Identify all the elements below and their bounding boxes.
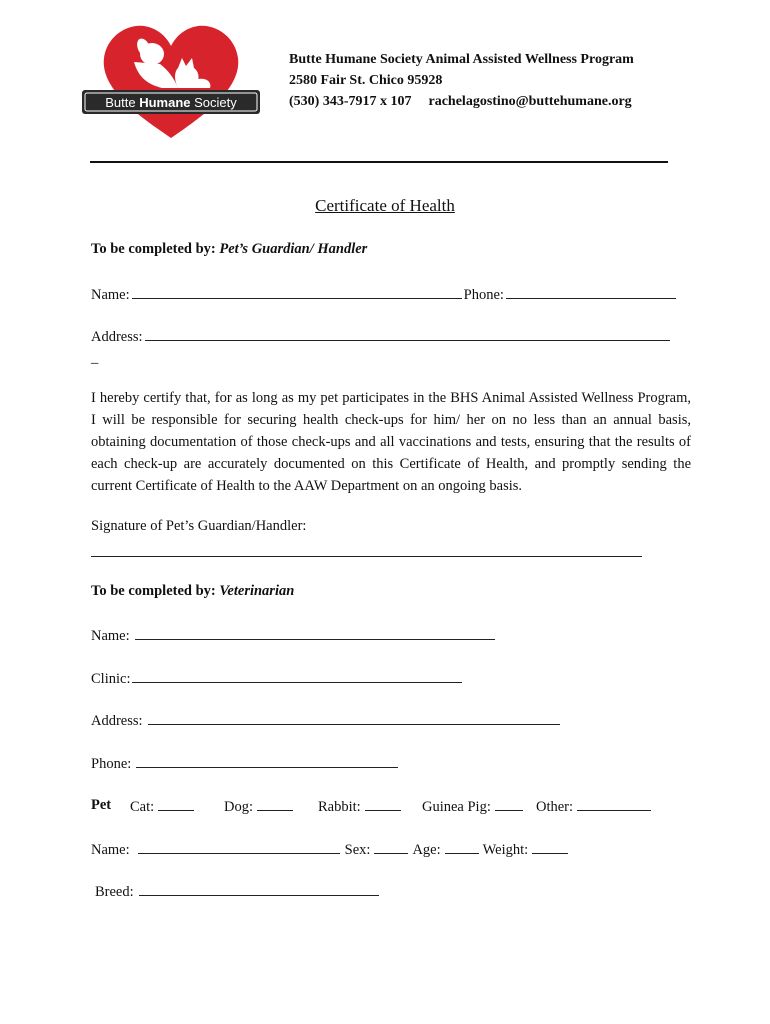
guardian-address-label: Address:	[91, 329, 143, 345]
pet-other-option: Other:	[536, 797, 653, 816]
pet-details-row	[91, 840, 570, 859]
pet-weight-field[interactable]	[532, 840, 568, 854]
vet-address-field[interactable]	[148, 711, 560, 725]
pet-dog-option: Dog:	[224, 797, 295, 816]
guardian-name-row	[91, 285, 678, 304]
pet-age-label: Age:	[412, 842, 441, 858]
vet-phone-label: Phone:	[91, 756, 132, 772]
program-header	[289, 49, 634, 112]
program-contact	[289, 91, 634, 112]
program-name: Butte Humane Society Animal Assisted Wellness Program	[289, 52, 634, 67]
guardian-name-label: Name:	[91, 287, 130, 303]
guardian-section-heading: To be completed by: Pet’s Guardian/ Handler	[91, 241, 368, 257]
guardian-signature-label: Signature of Pet’s Guardian/Handler:	[91, 518, 307, 534]
pet-cat-option: Cat:	[130, 797, 196, 816]
program-phone: (530) 343-7917 x 107	[289, 94, 412, 109]
vet-clinic-field[interactable]	[132, 669, 462, 683]
guardian-name-field[interactable]	[132, 285, 462, 299]
pet-rabbit-option: Rabbit:	[318, 797, 403, 816]
pet-breed-label: Breed:	[95, 884, 134, 900]
vet-name-row	[91, 626, 497, 645]
program-email: rachelagostino@buttehumane.org	[428, 94, 632, 109]
pet-breed-row	[95, 882, 381, 901]
pet-label: Pet	[91, 797, 112, 813]
header-divider	[90, 161, 668, 163]
svg-text:Butte Humane Society: Butte Humane Society	[105, 95, 237, 110]
guardian-certification-statement: I hereby certify that, for as long as my pet participates in the BHS Animal Assisted Wellness Program, I will be responsible for securing health check-ups for him/ her on no less than an annual basis, obtaining documentation of those check-ups and all vaccinations and tests, ensuring that the results of each check-up are accurately documented on this Certificate of Health, and promptly sending the current Certificate of Health to the AAW Department on an ongoing basis.	[91, 390, 691, 494]
vet-phone-field[interactable]	[136, 754, 398, 768]
pet-age-field[interactable]	[445, 840, 479, 854]
page-title: Certificate of Health	[315, 196, 455, 215]
pet-name-field[interactable]	[138, 840, 340, 854]
guardian-signature-field[interactable]	[91, 556, 642, 557]
vet-phone-row	[91, 754, 400, 773]
vet-address-row	[91, 711, 562, 730]
vet-clinic-label: Clinic:	[91, 671, 131, 687]
vet-clinic-row	[91, 669, 464, 688]
pet-sex-field[interactable]	[374, 840, 408, 854]
pet-sex-label: Sex:	[344, 842, 371, 858]
guardian-address-row	[91, 327, 672, 346]
pet-weight-label: Weight:	[482, 842, 529, 858]
pet-guinea-pig-option: Guinea Pig:	[422, 797, 525, 816]
guardian-phone-label: Phone:	[463, 287, 504, 303]
vet-section-heading: To be completed by: Veterinarian	[91, 583, 295, 599]
program-address: 2580 Fair St. Chico 95928	[289, 73, 443, 88]
pet-other-field[interactable]	[577, 797, 651, 811]
pet-dog-field[interactable]	[257, 797, 293, 811]
vet-address-label: Address:	[91, 713, 143, 729]
pet-guinea-pig-field[interactable]	[495, 797, 523, 811]
guardian-phone-field[interactable]	[506, 285, 676, 299]
pet-name-label: Name:	[91, 842, 130, 858]
pet-rabbit-field[interactable]	[365, 797, 401, 811]
pet-breed-field[interactable]	[139, 882, 379, 896]
butte-humane-society-logo	[82, 18, 260, 142]
guardian-address-field[interactable]	[145, 327, 670, 341]
guardian-address-continuation: _	[91, 350, 99, 366]
pet-cat-field[interactable]	[158, 797, 194, 811]
vet-name-field[interactable]	[135, 626, 495, 640]
vet-name-label: Name:	[91, 628, 130, 644]
